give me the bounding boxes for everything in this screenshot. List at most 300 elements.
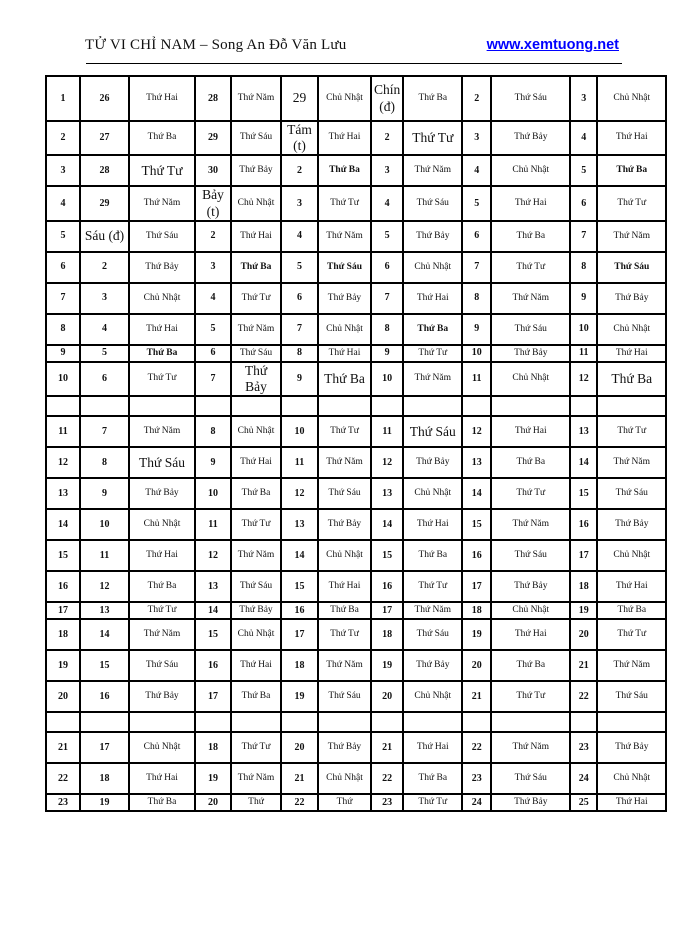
number-cell: 11 [281, 447, 318, 478]
day-cell: Thứ Hai [318, 121, 371, 155]
day-cell: Thứ Tư [597, 619, 666, 650]
spacer-cell [318, 712, 371, 732]
table-row [46, 314, 666, 345]
day-cell: Chủ Nhật [597, 540, 666, 571]
number-cell: 10 [570, 314, 597, 345]
day-cell: Thứ Hai [491, 619, 570, 650]
number-cell: 20 [371, 681, 403, 712]
day-cell: Thứ Ba [129, 345, 195, 362]
number-cell: 2 [462, 76, 491, 121]
number-cell: 7 [462, 252, 491, 283]
day-cell: Thứ Năm [129, 186, 195, 220]
day-cell: Thứ Năm [491, 509, 570, 540]
number-cell: 11 [371, 416, 403, 447]
day-cell: Thứ Sáu [129, 447, 195, 478]
day-cell: Thứ Ba [597, 602, 666, 619]
day-cell: Thứ Bảy [318, 732, 371, 763]
number-cell: 13 [462, 447, 491, 478]
number-cell: Tám (t) [281, 121, 318, 155]
number-cell: 13 [371, 478, 403, 509]
number-cell: 10 [462, 345, 491, 362]
number-cell: 4 [80, 314, 129, 345]
number-cell: Sáu (đ) [80, 221, 129, 252]
spacer-row [46, 396, 666, 416]
number-cell: 21 [371, 732, 403, 763]
day-cell: Thứ Sáu [231, 121, 281, 155]
number-cell: 4 [281, 221, 318, 252]
number-cell: 20 [46, 681, 80, 712]
number-cell: 5 [195, 314, 231, 345]
number-cell: 4 [371, 186, 403, 220]
day-cell: Thứ Hai [231, 221, 281, 252]
number-cell: 10 [281, 416, 318, 447]
day-cell: Thứ Tư [129, 362, 195, 396]
day-cell: Thứ Hai [231, 447, 281, 478]
number-cell: 14 [371, 509, 403, 540]
number-cell: 8 [462, 283, 491, 314]
table-row [46, 650, 666, 681]
spacer-cell [281, 712, 318, 732]
day-cell: Chủ Nhật [129, 509, 195, 540]
day-cell: Thứ Sáu [597, 681, 666, 712]
number-cell: 6 [46, 252, 80, 283]
number-cell: 6 [195, 345, 231, 362]
day-cell: Thứ Tư [403, 121, 462, 155]
number-cell: 18 [281, 650, 318, 681]
day-cell: Thứ Sáu [318, 252, 371, 283]
number-cell: 22 [462, 732, 491, 763]
day-cell: Thứ Tư [318, 416, 371, 447]
day-cell: Thứ Tư [318, 619, 371, 650]
day-cell: Chủ Nhật [318, 314, 371, 345]
spacer-cell [462, 712, 491, 732]
number-cell: 20 [281, 732, 318, 763]
day-cell: Thứ Bảy [129, 478, 195, 509]
number-cell: 8 [80, 447, 129, 478]
day-cell: Thứ Tư [597, 186, 666, 220]
spacer-cell [597, 712, 666, 732]
number-cell: 2 [195, 221, 231, 252]
day-cell: Thứ Hai [231, 650, 281, 681]
day-cell: Thứ Năm [231, 540, 281, 571]
day-cell: Chủ Nhật [491, 362, 570, 396]
number-cell: 4 [570, 121, 597, 155]
spacer-cell [46, 712, 80, 732]
number-cell: 20 [570, 619, 597, 650]
number-cell: 8 [570, 252, 597, 283]
day-cell: Thứ Ba [318, 602, 371, 619]
day-cell: Thứ Sáu [491, 763, 570, 794]
table-row [46, 794, 666, 811]
website-link[interactable]: www.xemtuong.net [486, 37, 619, 53]
spacer-cell [403, 396, 462, 416]
number-cell: 16 [570, 509, 597, 540]
number-cell: 25 [570, 794, 597, 811]
number-cell: 12 [281, 478, 318, 509]
day-cell: Thứ Năm [231, 763, 281, 794]
day-cell: Thứ Sáu [597, 252, 666, 283]
day-cell: Thứ Ba [491, 650, 570, 681]
number-cell: 4 [462, 155, 491, 186]
day-cell: Thứ Bảy [129, 252, 195, 283]
number-cell: 7 [371, 283, 403, 314]
number-cell: 29 [80, 186, 129, 220]
number-cell: 13 [195, 571, 231, 602]
number-cell: 16 [195, 650, 231, 681]
number-cell: 2 [80, 252, 129, 283]
spacer-cell [491, 396, 570, 416]
day-cell: Chủ Nhật [403, 681, 462, 712]
number-cell: 11 [570, 345, 597, 362]
number-cell: 18 [195, 732, 231, 763]
number-cell: 19 [195, 763, 231, 794]
day-cell: Chủ Nhật [129, 283, 195, 314]
number-cell: 8 [46, 314, 80, 345]
day-cell: Thứ Năm [403, 155, 462, 186]
day-cell: Thứ Ba [129, 571, 195, 602]
number-cell: 22 [281, 794, 318, 811]
day-cell: Thứ [231, 794, 281, 811]
day-cell: Thứ Tư [491, 681, 570, 712]
day-cell: Thứ Tư [231, 283, 281, 314]
number-cell: 15 [281, 571, 318, 602]
number-cell: 6 [281, 283, 318, 314]
day-cell: Chủ Nhật [403, 252, 462, 283]
number-cell: 7 [80, 416, 129, 447]
number-cell: 24 [570, 763, 597, 794]
number-cell: 22 [570, 681, 597, 712]
day-cell: Thứ Năm [129, 619, 195, 650]
number-cell: 3 [195, 252, 231, 283]
spacer-row [46, 712, 666, 732]
day-cell: Thứ Năm [318, 650, 371, 681]
day-cell: Thứ Ba [403, 314, 462, 345]
number-cell: 17 [80, 732, 129, 763]
spacer-cell [371, 396, 403, 416]
number-cell: 6 [371, 252, 403, 283]
day-cell: Thứ Năm [597, 447, 666, 478]
number-cell: 13 [80, 602, 129, 619]
number-cell: 12 [570, 362, 597, 396]
day-cell: Thứ Hai [318, 571, 371, 602]
number-cell: 5 [80, 345, 129, 362]
day-cell: Thứ Sáu [318, 478, 371, 509]
spacer-cell [195, 396, 231, 416]
number-cell: 18 [371, 619, 403, 650]
day-cell: Thứ Ba [318, 155, 371, 186]
spacer-cell [129, 712, 195, 732]
number-cell: 26 [80, 76, 129, 121]
number-cell: 10 [80, 509, 129, 540]
day-cell: Thứ Bảy [491, 571, 570, 602]
number-cell: 17 [195, 681, 231, 712]
day-cell: Thứ Ba [129, 794, 195, 811]
day-cell: Thứ Sáu [129, 650, 195, 681]
number-cell: 13 [281, 509, 318, 540]
day-cell: Chủ Nhật [491, 155, 570, 186]
number-cell: 3 [570, 76, 597, 121]
day-cell: Thứ Hai [318, 345, 371, 362]
day-cell: Thứ Sáu [403, 186, 462, 220]
number-cell: 11 [462, 362, 491, 396]
number-cell: 13 [46, 478, 80, 509]
table-row [46, 447, 666, 478]
day-cell: Thứ Bảy [231, 362, 281, 396]
number-cell: 7 [46, 283, 80, 314]
spacer-cell [129, 396, 195, 416]
header-rule [86, 63, 622, 64]
number-cell: 18 [462, 602, 491, 619]
number-cell: 2 [371, 121, 403, 155]
number-cell: 23 [570, 732, 597, 763]
number-cell: 5 [281, 252, 318, 283]
table-row [46, 186, 666, 220]
day-cell: Thứ Sáu [231, 345, 281, 362]
number-cell: Bảy (t) [195, 186, 231, 220]
number-cell: 4 [195, 283, 231, 314]
number-cell: 5 [46, 221, 80, 252]
table-row [46, 76, 666, 121]
number-cell: 21 [570, 650, 597, 681]
day-cell: Thứ Bảy [403, 221, 462, 252]
day-cell: Thứ Ba [491, 221, 570, 252]
number-cell: 2 [281, 155, 318, 186]
day-cell: Thứ Ba [231, 681, 281, 712]
number-cell: 7 [281, 314, 318, 345]
number-cell: 3 [371, 155, 403, 186]
day-cell: Thứ Sáu [491, 314, 570, 345]
table-row [46, 121, 666, 155]
day-cell: Thứ Hai [403, 283, 462, 314]
number-cell: 15 [46, 540, 80, 571]
number-cell: 15 [195, 619, 231, 650]
day-cell: Thứ Năm [318, 221, 371, 252]
number-cell: 7 [195, 362, 231, 396]
number-cell: 11 [46, 416, 80, 447]
spacer-cell [318, 396, 371, 416]
number-cell: 12 [371, 447, 403, 478]
day-cell: Thứ Tư [403, 794, 462, 811]
spacer-cell [597, 396, 666, 416]
day-cell: Thứ Năm [231, 314, 281, 345]
number-cell: 21 [46, 732, 80, 763]
day-cell: Thứ Sáu [491, 540, 570, 571]
day-cell: Thứ Sáu [318, 681, 371, 712]
spacer-cell [403, 712, 462, 732]
table-row [46, 540, 666, 571]
spacer-cell [195, 712, 231, 732]
day-cell: Thứ Hai [129, 314, 195, 345]
table-row [46, 221, 666, 252]
day-cell: Chủ Nhật [597, 76, 666, 121]
day-cell: Thứ Bảy [491, 794, 570, 811]
day-cell: Chủ Nhật [597, 314, 666, 345]
day-cell: Chủ Nhật [231, 416, 281, 447]
spacer-cell [570, 712, 597, 732]
number-cell: 15 [80, 650, 129, 681]
number-cell: 18 [80, 763, 129, 794]
day-cell: Thứ Hai [129, 540, 195, 571]
number-cell: 3 [80, 283, 129, 314]
day-cell: Thứ Ba [129, 121, 195, 155]
day-cell: Thứ Ba [231, 252, 281, 283]
number-cell: 19 [371, 650, 403, 681]
day-cell: Thứ Bảy [129, 681, 195, 712]
day-cell: Thứ Hai [403, 509, 462, 540]
number-cell: 17 [462, 571, 491, 602]
number-cell: 10 [46, 362, 80, 396]
number-cell: 13 [570, 416, 597, 447]
number-cell: 10 [195, 478, 231, 509]
number-cell: 9 [570, 283, 597, 314]
day-cell: Thứ Ba [597, 155, 666, 186]
day-cell: Thứ Ba [318, 362, 371, 396]
day-cell: Thứ Bảy [597, 732, 666, 763]
number-cell: 12 [46, 447, 80, 478]
spacer-cell [570, 396, 597, 416]
number-cell: 16 [80, 681, 129, 712]
spacer-cell [80, 712, 129, 732]
number-cell: 14 [462, 478, 491, 509]
day-cell: Thứ Bảy [403, 650, 462, 681]
number-cell: 7 [570, 221, 597, 252]
spacer-cell [231, 712, 281, 732]
number-cell: Chín (đ) [371, 76, 403, 121]
day-cell: Thứ Tư [231, 732, 281, 763]
number-cell: 15 [371, 540, 403, 571]
day-cell: Thứ Ba [491, 447, 570, 478]
spacer-cell [491, 712, 570, 732]
day-cell: Thứ Tư [318, 186, 371, 220]
day-cell: Thứ Bảy [231, 155, 281, 186]
day-cell: Chủ Nhật [403, 478, 462, 509]
number-cell: 19 [570, 602, 597, 619]
day-cell: Thứ Năm [491, 732, 570, 763]
number-cell: 1 [46, 76, 80, 121]
day-cell: Thứ Sáu [403, 619, 462, 650]
day-cell: Thứ [318, 794, 371, 811]
day-cell: Thứ Tư [597, 416, 666, 447]
day-cell: Thứ Hai [403, 732, 462, 763]
day-cell: Thứ Bảy [597, 509, 666, 540]
number-cell: 6 [80, 362, 129, 396]
number-cell: 17 [570, 540, 597, 571]
number-cell: 19 [46, 650, 80, 681]
day-cell: Thứ Năm [403, 602, 462, 619]
day-cell: Thứ Hai [129, 763, 195, 794]
number-cell: 6 [462, 221, 491, 252]
day-cell: Thứ Năm [129, 416, 195, 447]
day-cell: Thứ Tư [129, 155, 195, 186]
day-cell: Thứ Hai [597, 571, 666, 602]
table-row [46, 252, 666, 283]
number-cell: 16 [462, 540, 491, 571]
day-cell: Thứ Năm [231, 76, 281, 121]
day-cell: Thứ Bảy [491, 121, 570, 155]
number-cell: 15 [462, 509, 491, 540]
number-cell: 5 [570, 155, 597, 186]
day-cell: Thứ Sáu [403, 416, 462, 447]
number-cell: 23 [371, 794, 403, 811]
number-cell: 29 [195, 121, 231, 155]
number-cell: 9 [195, 447, 231, 478]
spacer-cell [46, 396, 80, 416]
day-cell: Thứ Tư [129, 602, 195, 619]
day-cell: Thứ Sáu [129, 221, 195, 252]
day-cell: Thứ Hai [491, 186, 570, 220]
number-cell: 4 [46, 186, 80, 220]
number-cell: 22 [46, 763, 80, 794]
day-cell: Thứ Hai [491, 416, 570, 447]
day-cell: Thứ Bảy [403, 447, 462, 478]
day-cell: Thứ Năm [318, 447, 371, 478]
day-cell: Thứ Ba [403, 763, 462, 794]
number-cell: 9 [281, 362, 318, 396]
day-cell: Thứ Bảy [318, 283, 371, 314]
number-cell: 19 [80, 794, 129, 811]
calendar-table [45, 75, 667, 812]
number-cell: 3 [462, 121, 491, 155]
number-cell: 24 [462, 794, 491, 811]
number-cell: 19 [281, 681, 318, 712]
day-cell: Chủ Nhật [318, 763, 371, 794]
day-cell: Thứ Năm [597, 221, 666, 252]
day-cell: Thứ Sáu [491, 76, 570, 121]
day-cell: Thứ Hai [597, 794, 666, 811]
day-cell: Chủ Nhật [318, 540, 371, 571]
number-cell: 16 [371, 571, 403, 602]
day-cell: Thứ Tư [231, 509, 281, 540]
number-cell: 3 [46, 155, 80, 186]
number-cell: 14 [570, 447, 597, 478]
number-cell: 10 [371, 362, 403, 396]
number-cell: 12 [80, 571, 129, 602]
number-cell: 22 [371, 763, 403, 794]
day-cell: Thứ Tư [491, 478, 570, 509]
number-cell: 5 [462, 186, 491, 220]
spacer-cell [80, 396, 129, 416]
number-cell: 27 [80, 121, 129, 155]
table-row [46, 509, 666, 540]
day-cell: Thứ Ba [403, 76, 462, 121]
number-cell: 14 [80, 619, 129, 650]
number-cell: 9 [80, 478, 129, 509]
number-cell: 9 [462, 314, 491, 345]
number-cell: 8 [281, 345, 318, 362]
page-title: TỬ VI CHỈ NAM – Song An Đỗ Văn Lưu [85, 37, 347, 53]
number-cell: 21 [462, 681, 491, 712]
day-cell: Thứ Ba [403, 540, 462, 571]
day-cell: Thứ Bảy [318, 509, 371, 540]
number-cell: 17 [281, 619, 318, 650]
number-cell: 19 [462, 619, 491, 650]
day-cell: Thứ Sáu [597, 478, 666, 509]
number-cell: 28 [80, 155, 129, 186]
number-cell: 18 [46, 619, 80, 650]
table-row [46, 619, 666, 650]
number-cell: 14 [46, 509, 80, 540]
day-cell: Thứ Năm [491, 283, 570, 314]
day-cell: Thứ Sáu [231, 571, 281, 602]
table-row [46, 345, 666, 362]
calendar-table-body [46, 76, 666, 811]
day-cell: Chủ Nhật [318, 76, 371, 121]
day-cell: Thứ Bảy [597, 283, 666, 314]
day-cell: Thứ Hai [597, 345, 666, 362]
day-cell: Thứ Hai [129, 76, 195, 121]
table-row [46, 732, 666, 763]
day-cell: Thứ Tư [403, 345, 462, 362]
